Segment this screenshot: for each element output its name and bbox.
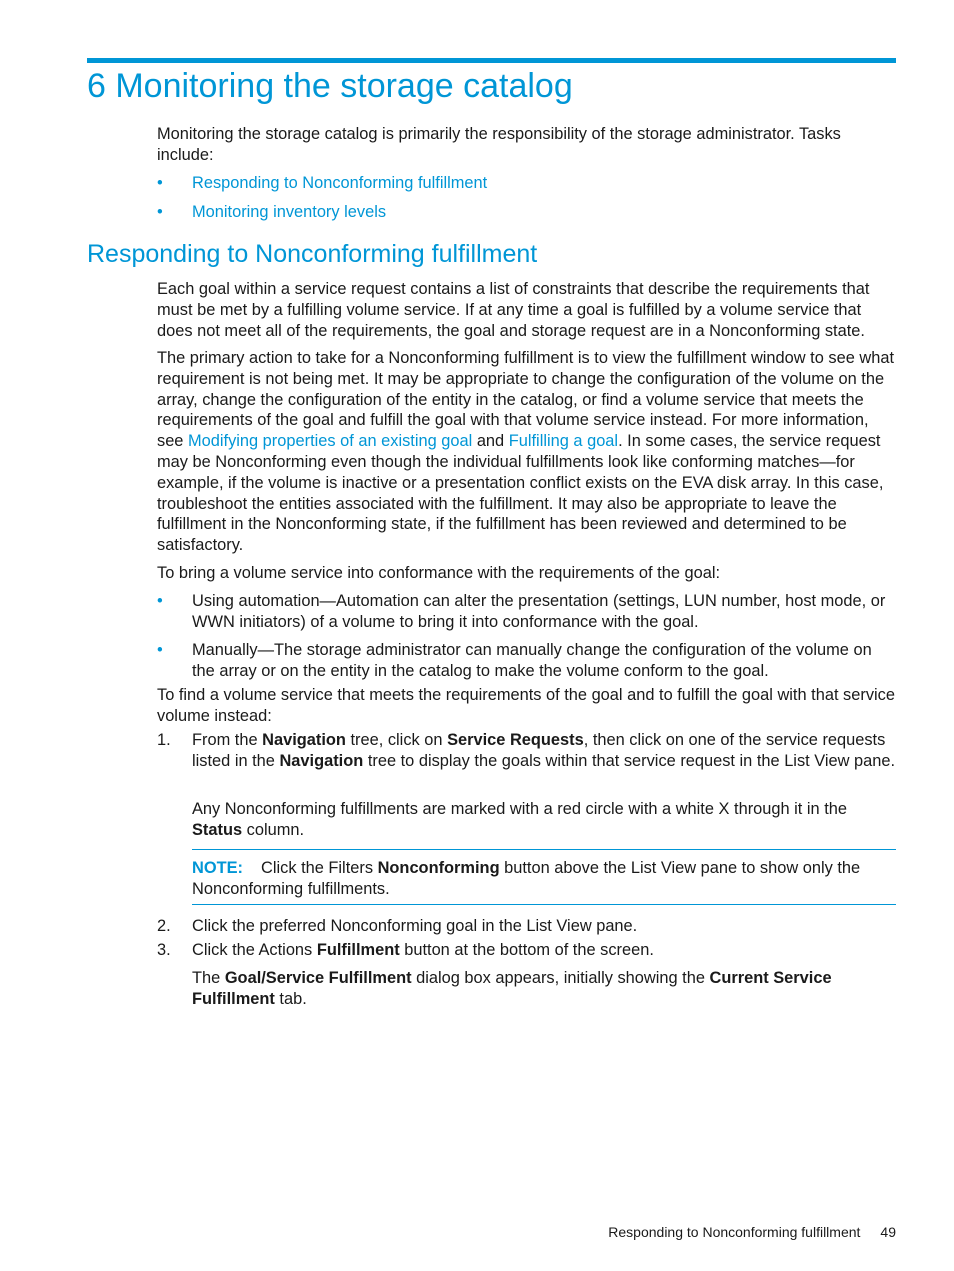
- step-1: [157, 730, 897, 772]
- step-text: Click the Actions Fulfillment button at the bottom of the screen.: [192, 941, 654, 959]
- step-3-detail: The Goal/Service Fulfillment dialog box appears, initially showing the Current Service Fulfillment tab.: [192, 969, 832, 1008]
- page-number: 49: [880, 1224, 896, 1240]
- link-responding-nonconforming[interactable]: Responding to Nonconforming fulfillment: [192, 174, 488, 192]
- paragraph-2: [157, 348, 897, 556]
- bullet-item-manually: [157, 640, 897, 682]
- bullet-icon: •: [157, 203, 163, 221]
- link-modifying-goal[interactable]: Modifying properties of an existing goal: [187, 432, 473, 451]
- bullet-icon: •: [157, 174, 163, 192]
- page-footer: [608, 1222, 896, 1242]
- step-text: Click the preferred Nonconforming goal in the List View pane.: [192, 917, 638, 935]
- intro-paragraph: Monitoring the storage catalog is primarily the responsibility of the storage administrator. Tasks include:: [157, 125, 841, 164]
- step-1-detail: Any Nonconforming fulfillments are marked with a red circle with a white X through it in the Status column.: [192, 800, 848, 839]
- step-number: 2.: [157, 917, 171, 935]
- note-box: [192, 849, 896, 905]
- paragraph-1: Each goal within a service request contains a list of constraints that describe the requirements that must be met by a fulfilling volume service. If at any time a goal is fulfilled by a volume service that does not meet all of the requirements, the goal and storage request are in a Nonconforming state.: [157, 280, 870, 340]
- step-3: [157, 940, 897, 961]
- paragraph-2-and: and: [472, 432, 509, 451]
- step-text: From the Navigation tree, click on Service Requests, then click on one of the service requests listed in the Navigation tree to display the goals within that service request in the List View pane.: [192, 731, 896, 770]
- note-label: NOTE:: [192, 859, 243, 877]
- paragraph-4: To find a volume service that meets the requirements of the goal and to fulfill the goal with that service volume instead:: [157, 686, 895, 725]
- paragraph-2-text-a: The primary action to take for a Nonconforming fulfillment is to view the fulfillment window to see what requirement is not being met. It may be appropriate to change the configuration of the volume on the array, change the configuration of the entity in the catalog, or find a volume service that meets the requirements of the goal and fulfill the goal with that volume service instead. For more information, see: [157, 349, 894, 451]
- chapter-title: 6 Monitoring the storage catalog: [87, 67, 573, 105]
- step-2: [157, 916, 897, 937]
- link-fulfilling-goal[interactable]: Fulfilling a goal: [508, 432, 619, 451]
- paragraph-3: To bring a volume service into conformance with the requirements of the goal:: [157, 564, 721, 582]
- chapter-rule: [87, 58, 896, 63]
- bullet-text: Manually—The storage administrator can manually change the configuration of the volume on the array or on the entity in the catalog to make the volume conform to the goal.: [192, 641, 872, 680]
- note-text: NOTE: Click the Filters Nonconforming button above the List View pane to show only the Nonconforming fulfillments.: [192, 859, 861, 898]
- footer-section-title: Responding to Nonconforming fulfillment: [608, 1224, 861, 1240]
- link-monitoring-inventory[interactable]: Monitoring inventory levels: [192, 203, 387, 221]
- paragraph-2-text-b: . In some cases, the service request may be Nonconforming even though the individual fulfillments look like conforming matches—for example, if the volume is inactive or a presentation conflict exists on the EVA disk array. In this case, troubleshoot the entities associated with the fulfillment. It may also be appropriate to leave the fulfillment in the Nonconforming state, if the fulfillment has been reviewed and determined to be satisfactory.: [157, 432, 884, 555]
- section-title: Responding to Nonconforming fulfillment: [87, 240, 538, 268]
- intro-link-item: [157, 173, 897, 194]
- intro-link-item: [157, 202, 897, 223]
- step-number: 3.: [157, 941, 171, 959]
- bullet-icon: •: [157, 592, 163, 610]
- step-number: 1.: [157, 731, 171, 749]
- bullet-icon: •: [157, 641, 163, 659]
- bullet-item-automation: [157, 591, 897, 633]
- bullet-text: Using automation—Automation can alter the presentation (settings, LUN number, host mode, or WWN initiators) of a volume to bring it into conformance with the goal.: [192, 592, 886, 631]
